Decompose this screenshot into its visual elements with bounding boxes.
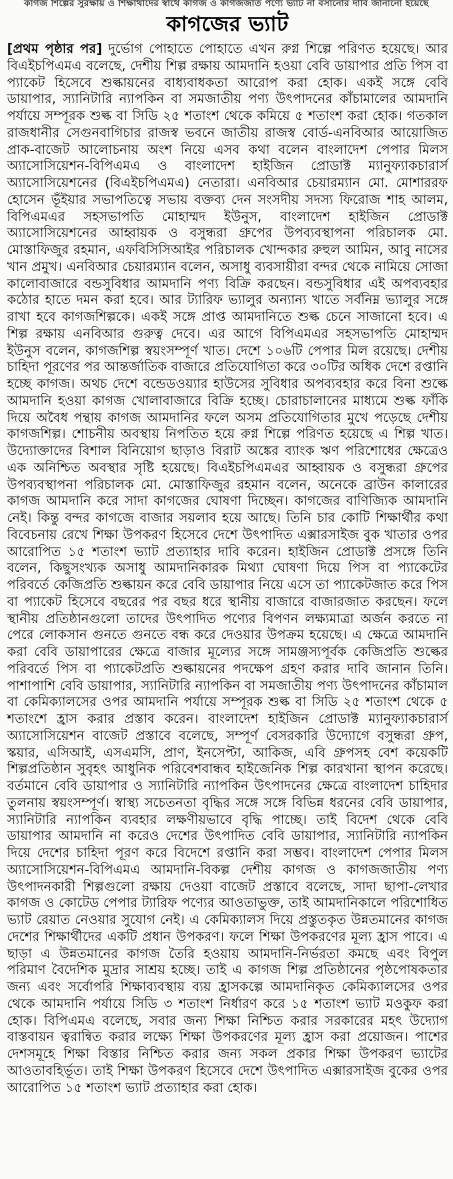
previous-article-cut-line: কাগজ শিল্পের সুরক্ষায় ও শিক্ষার্থীদের স্বার্থে কাগজ ও কাগজজাত পণ্যে ভ্যাট না বসানোর দাবি জানানো হয়েছে xyxy=(24,0,429,9)
continuation-note: [প্রথম পৃষ্ঠার পর] xyxy=(7,42,103,57)
article-body xyxy=(7,42,448,1097)
article-headline: কাগজের ভ্যাট xyxy=(166,12,289,36)
article-text: দুর্ভোগ পোহাতে পোহাতে এখন রুগ্ন শিল্পে পরিণত হয়েছে। আর বিএইচপিএমএ বলেছে, দেশীয় শিল্প রক্ষায় আমদানি হওয়া বেবি ডায়াপার প্রতি পিস বা প্যাকেট হিসেবে শুল্কায়নের বাধ্যবাধকতা আরোপ করা হোক। একই সঙ্গে বেবি ডায়াপার, স্যানিটারি ন্যাপকিন বা সমজাতীয় পণ্য উৎপাদনের কাঁচামালের আমদানি পর্যায়ে সম্পূরক শুল্ক বা সিডি ২৫ শতাংশ থেকে কমিয়ে ৫ শতাংশ করা হোক। গতকাল রাজধানীর সেগুনবাগিচার রাজস্ব ভবনে জাতীয় রাজস্ব বোর্ড-এনবিআর আয়োজিত প্রাক-বাজেট আলোচনায় অংশ নিয়ে এসব কথা বলেন বাংলাদেশ পেপার মিলস অ্যাসোসিয়েশন-বিপিএমএ ও বাংলাদেশ হাইজিন প্রোডাক্ট ম্যানুফ্যাকচারার্স অ্যাসোসিয়েশনের (বিএইচপিএমএ) নেতারা। এনবিআর চেয়ারম্যান মো. মোশাররফ হোসেন ভূঁইয়ার সভাপতিত্বে সভায় বক্তব্য দেন সংসদীয় সদস্য ফিরোজ শাহ আলম, বিপিএমএর সহসভাপতি মোহাম্মদ ইউনুস, বাংলাদেশ হাইজিন প্রোডাক্ট অ্যাসোসিয়েশনের আহ্বায়ক ও বসুন্ধরা গ্রুপের উপব্যবস্থাপনা পরিচালক মো. মোস্তাফিজুর রহমান, এফবিসিসিআইর পরিচালক খোন্দকার রুহুল আমিন, আবু নাসের খান প্রমুখ। এনবিআর চেয়ারম্যান বলেন, অসাধু ব্যবসায়ীরা বন্দর থেকে নামিয়ে সোজা কালোবাজারে বন্ডসুবিধার আমদানি পণ্য বিক্রি করছেন। বন্ডসুবিধার এই অপব্যবহার কঠোর হাতে দমন করা হবে। আর ট্যারিফ ভ্যালুর অন্যান্য খাতে সর্বনিম্ন ভ্যালুর সঙ্গে রাখা হবে কাগজশিল্পকে। একই সঙ্গে প্রাপ্ত আমদানিতে শুল্ক চেনে সাজানো হবে। এ শিল্প রক্ষায় এনবিআর গুরুত্ব দেবে। এর আগে বিপিএমএর সহসভাপতি মোহাম্মদ ইউনুস বলেন, কাগজশিল্প স্বয়ংসম্পূর্ণ খাত। দেশে ১০৬টি পেপার মিল রয়েছে। দেশীয় চাহিদা পূরণের পর আন্তর্জাতিক বাজারে প্রতিযোগিতা করে ৩০টির অধিক দেশে রপ্তানি হচ্ছে কাগজ। অথচ দেশে বন্ডেডওয়্যার হাউসের সুবিধার অপব্যবহার করে বিনা শুল্কে আমদানি হওয়া কাগজ খোলাবাজারে বিক্রি হচ্ছে। চোরাচালানের মাধ্যমে শুল্ক ফাঁকি দিয়ে অবৈধ পন্থায় কাগজ আমদানির ফলে অসম প্রতিযোগিতার মুখে পড়েছে দেশীয় কাগজশিল্প। শোচনীয় অবস্থায় নিপতিত হয়ে রুগ্ন শিল্পে পরিণত হয়েছে এ শিল্প খাত। উদ্যোক্তাদের বিশাল বিনিয়োগ ছাড়াও বিরাট অঙ্কের ব্যাংক ঋণ পরিশোধের ক্ষেত্রেও এক অনিশ্চিত অবস্থার সৃষ্টি হয়েছে। বিএইচপিএমএর আহ্বায়ক ও বসুন্ধরা গ্রুপের উপব্যবস্থাপনা পরিচালক মো. মোস্তাফিজুর রহমান বলেন, অনেকে ব্রাউন কালারের কাগজ আমদানি করে সাদা কাগজের ঘোষণা দিচ্ছেন। কাগজের বাণিজ্যিক আমদানি নেই। কিন্তু বন্দর কাগজে বাজার সয়লাব হয়ে আছে। তিনি চার কোটি শিক্ষার্থীর কথা বিবেচনায় রেখে শিক্ষা উপকরণ হিসেবে দেশে উৎপাদিত এক্সারসাইজ বুক খাতার ওপর আরোপিত ১৫ শতাংশ ভ্যাট প্রত্যাহার দাবি করেন। হাইজিন প্রোডাক্ট প্রসঙ্গে তিনি বলেন, কিছুসংখ্যক অসাধু আমদানিকারক মিথ্যা ঘোষণা দিয়ে পিস বা প্যাকেটের পরিবর্তে কেজিপ্রতি শুল্কায়ন করে বেবি ডায়াপার নিয়ে এসে তা প্যাকেটজাত করে পিস বা প্যাকেট হিসেবে বছরের পর বছর ধরে স্থানীয় বাজারে বাজারজাত করছেন। ফলে স্থানীয় প্রতিষ্ঠানগুলো তাদের উৎপাদিত পণ্যের বিপণন লক্ষ্যমাত্রা অর্জন করতে না পেরে লোকসান গুনতে গুনতে বন্ধ করে দেওয়ার উপক্রম হয়েছে। এ ক্ষেত্রে আমদানি করা বেবি ডায়াপারের ক্ষেত্রে বাজার মূল্যের সঙ্গে সামঞ্জস্যপূর্বক কেজিপ্রতি শুল্কের পরিবর্তে পিস বা প্যাকেটপ্রতি শুল্কায়নের পদক্ষেপ গ্রহণ করার দাবি জানান তিনি। পাশাপাশি বেবি ডায়াপার, স্যানিটারি ন্যাপকিন বা সমজাতীয় পণ্য উৎপাদনের কাঁচামাল বা কেমিক্যালসের ওপর আমদানি পর্যায়ে সম্পূরক শুল্ক বা সিডি ২৫ শতাংশ থেকে ৫ শতাংশে হ্রাস করার প্রস্তাব করেন। বাংলাদেশ হাইজিন প্রোডাক্ট ম্যানুফ্যাকচারার্স অ্যাসোসিয়েশন বাজেট প্রস্তাবে বলেছে, সম্পূর্ণ বেসরকারি উদ্যোগে বসুন্ধরা গ্রুপ, স্কয়ার, এসিআই, এসএমসি, প্রাণ, ইনসেপ্টা, আকিজ, এবি গ্রুপসহ বেশ কয়েকটি শিল্পপ্রতিষ্ঠান সুবৃহৎ আধুনিক পরিবেশবান্ধব হাইজেনিক শিল্প কারখানা স্থাপন করেছে। বর্তমানে বেবি ডায়াপার ও স্যানিটারি ন্যাপকিন উৎপাদনের ক্ষেত্রে বাংলাদেশ চাহিদার তুলনায় স্বয়ংসম্পূর্ণ। স্বাস্থ্য সচেতনতা বৃদ্ধির সঙ্গে সঙ্গে বিভিন্ন ধরনের বেবি ডায়াপার, স্যানিটারি ন্যাপকিন ব্যবহার লক্ষণীয়ভাবে বৃদ্ধি পাচ্ছে। তাই বিদেশ থেকে বেবি ডায়াপার আমদানি না করেও দেশের উৎপাদিত বেবি ডায়াপার, স্যানিটারি ন্যাপকিন দিয়ে দেশের চাহিদা পূরণ করে বিদেশে রপ্তানি করা সম্ভব। বাংলাদেশ পেপার মিলস অ্যাসোসিয়েশন-বিপিএমএ আমদানি-বিকল্প দেশীয় কাগজ ও কাগজজাতীয় পণ্য উৎপাদনকারী শিল্পগুলো রক্ষায় দেওয়া বাজেট প্রস্তাবে বলেছে, সাদা ছাপা-লেখার কাগজ ও কোটেড পেপার ট্যারিফ পণ্যের আওতাভুক্ত, তাই আমদানিকালে পরিশোধিত ভ্যাট রেয়াত নেওয়ার সুযোগ নেই। এ কেমিক্যালস দিয়ে প্রস্তুতকৃত উন্নতমানের কাগজ দেশের শিক্ষার্থীদের একটি প্রধান উপকরণ। ফলে শিক্ষা উপকরণের মূল্য হ্রাস পাবে। এ ছাড়া এ উন্নতমানের কাগজ তৈরি হওয়ায় আমদানি-নির্ভরতা কমছে এবং বিপুল পরিমাণ বৈদেশিক মুদ্রার সাশ্রয় হচ্ছে। তাই এ কাগজ শিল্প প্রতিষ্ঠানের পৃষ্ঠপোষকতার জন্য এবং সর্বোপরি শিক্ষাব্যবস্থায় ব্যয় হ্রাসকল্পে আমদানিকৃত কেমিক্যালসের ওপর থেকে আমদানি পর্যায়ে সিডি ৩ শতাংশ নির্ধারণ করে ১৫ শতাংশ ভ্যাট মওকুফ করা হোক। বিপিএমএ বলেছে, সবার জন্য শিক্ষা নিশ্চিত করার সরকারের মহৎ উদ্যোগ বাস্তবায়ন ত্বরান্বিত করার লক্ষ্যে শিক্ষা উপকরণের মূল্য হ্রাস করা প্রয়োজন। পাশের দেশসমূহে শিক্ষা বিস্তার নিশ্চিত করার জন্য সকল প্রকার শিক্ষা উপকরণ ভ্যাটের আওতাবহির্ভূত। তাই শিক্ষা উপকরণ হিসেবে দেশে উৎপাদিত এক্সারসাইজ বুকের ওপর আরোপিত ১৫ শতাংশ ভ্যাট প্রত্যাহার করা হোক। xyxy=(7,42,449,1096)
